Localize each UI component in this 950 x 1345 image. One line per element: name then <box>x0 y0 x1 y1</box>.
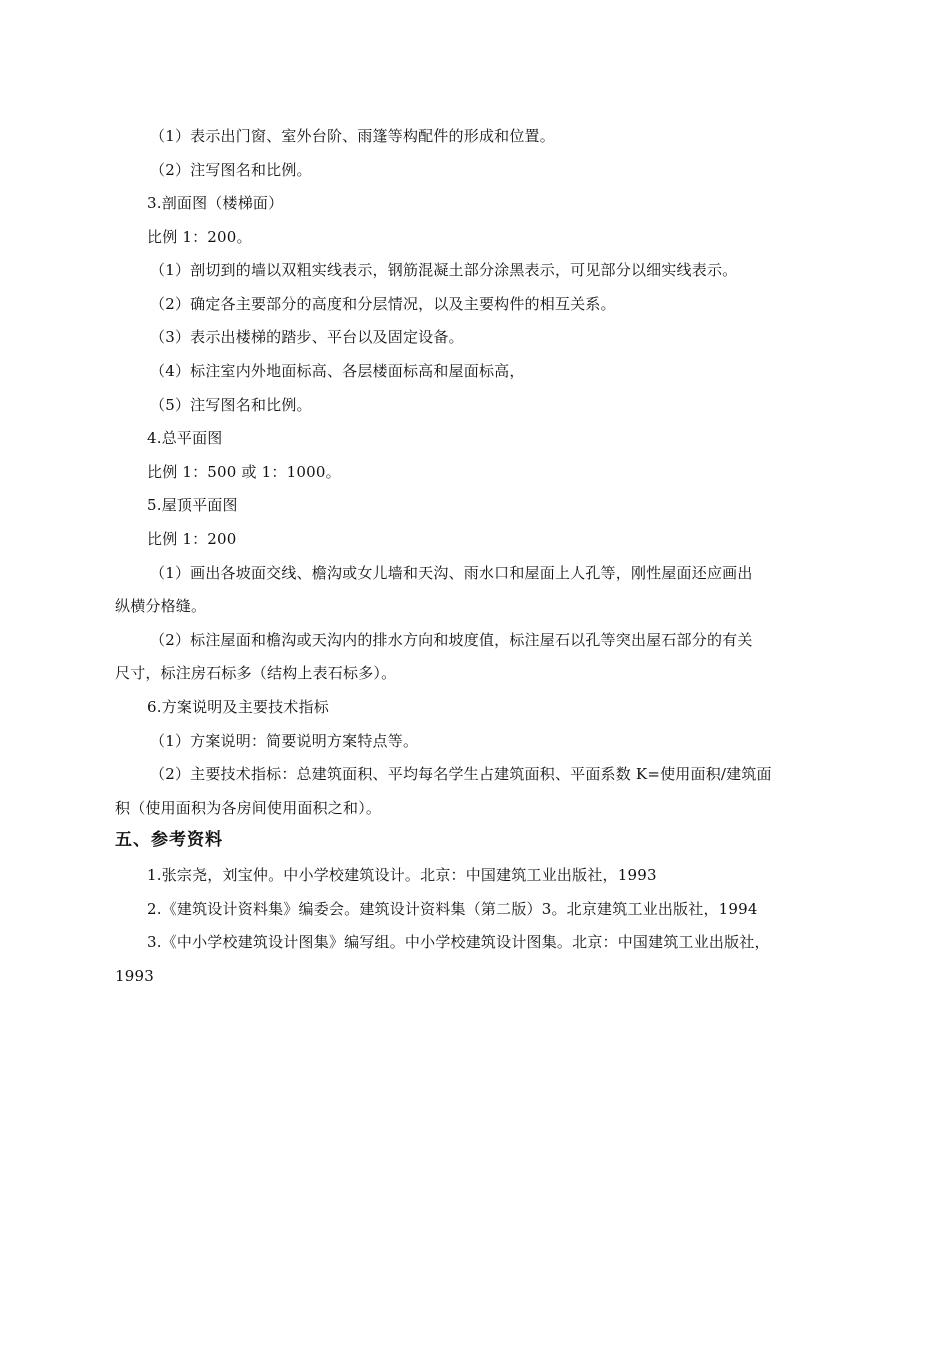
text-line: （1）画出各坡面交线、檐沟或女儿墙和天沟、雨水口和屋面上人孔等，刚性屋面还应画出 <box>150 564 753 582</box>
text-line: 积（使用面积为各房间使用面积之和）。 <box>115 799 382 817</box>
text-line: 比例 1：500 或 1：1000。 <box>147 463 341 481</box>
text-line: （4）标注室内外地面标高、各层楼面标高和屋面标高， <box>150 362 525 380</box>
reference-item: 1.张宗尧，刘宝仲。中小学校建筑设计。北京：中国建筑工业出版社，1993 <box>147 866 657 884</box>
text-line: （2）注写图名和比例。 <box>150 161 312 179</box>
text-line: （1）方案说明：简要说明方案特点等。 <box>150 732 419 750</box>
text-line: （5）注写图名和比例。 <box>150 396 312 414</box>
reference-item: 2.《建筑设计资料集》编委会。建筑设计资料集（第二版）3。北京建筑工业出版社，1994 <box>147 900 758 918</box>
text-line: （2）主要技术指标：总建筑面积、平均每名学生占建筑面积、平面系数 K=使用面积/建筑面 <box>150 765 772 783</box>
text-line: （1）表示出门窗、室外台阶、雨篷等构配件的形成和位置。 <box>150 127 555 145</box>
reference-item: 1993 <box>115 967 154 985</box>
subsection-heading: 6.方案说明及主要技术指标 <box>147 698 329 716</box>
section-heading: 五、参考资料 <box>115 830 223 850</box>
subsection-heading: 5.屋顶平面图 <box>147 496 238 514</box>
text-line: 比例 1：200 <box>147 530 237 548</box>
text-line: 尺寸，标注房石标多（结构上表石标多）。 <box>115 664 397 682</box>
text-line: （2）确定各主要部分的高度和分层情况，以及主要构件的相互关系。 <box>150 295 616 313</box>
text-line: 比例 1：200。 <box>147 228 252 246</box>
subsection-heading: 4.总平面图 <box>147 429 223 447</box>
reference-item: 3.《中小学校建筑设计图集》编写组。中小学校建筑设计图集。北京：中国建筑工业出版社， <box>147 933 770 951</box>
text-line: （1）剖切到的墙以双粗实线表示，钢筋混凝土部分涂黑表示，可见部分以细实线表示。 <box>150 261 738 279</box>
text-line: （2）标注屋面和檐沟或天沟内的排水方向和坡度值，标注屋石以孔等突出屋石部分的有关 <box>150 631 753 649</box>
text-line: 纵横分格缝。 <box>115 597 207 615</box>
subsection-heading: 3.剖面图（楼梯面） <box>147 194 284 212</box>
text-line: （3）表示出楼梯的踏步、平台以及固定设备。 <box>150 328 464 346</box>
